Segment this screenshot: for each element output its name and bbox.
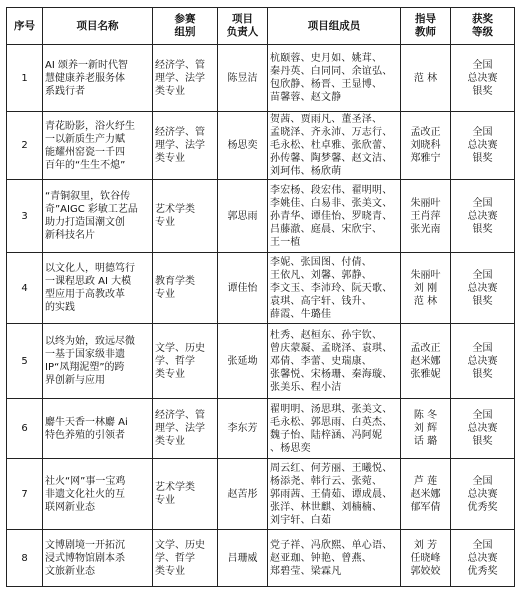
cell-members-line: 秦丹英、白同同、余谊弘、 [270, 66, 393, 77]
cell-project-name [43, 324, 153, 399]
cell-project-name [43, 45, 153, 112]
cell-members-line: 苗馨蓉、赵文静 [270, 92, 342, 103]
cell-advisor-line: 陈 冬 [413, 410, 438, 421]
cell-leader: 赵苦彤 [218, 459, 268, 530]
cell-project-name-line: 一以新质生产力赋 [45, 133, 125, 145]
cell-no: 5 [7, 324, 43, 399]
header-project-name [43, 8, 153, 45]
cell-group-line: 类专业 [155, 153, 185, 164]
cell-leader: 张延坳 [218, 324, 268, 399]
cell-award-line: 银奖 [472, 153, 493, 164]
header-award [451, 8, 515, 45]
cell-award-line: 总决赛 [467, 282, 498, 294]
cell-members-line: 周云红、何芳丽、王曦悦、 [270, 462, 393, 474]
cell-members-line: 刘宇轩、白茹 [270, 514, 332, 526]
cell-advisor-line: 张光南 [410, 223, 441, 235]
cell-project-name [43, 180, 153, 253]
cell-award [451, 45, 515, 112]
cell-group-line: 艺术学类 [155, 204, 195, 215]
cell-advisor-line: 郁军倩 [410, 501, 441, 513]
cell-advisor [401, 399, 451, 459]
header-no [7, 8, 43, 45]
cell-advisor-line: 朱丽叶 [410, 197, 441, 209]
cell-advisor-line: 郭姣姣 [410, 565, 441, 577]
cell-project-name-line: 特色养殖的引领者 [45, 429, 125, 441]
cell-advisor-line: 话 璐 [413, 436, 438, 447]
cell-award-line: 全国 [472, 342, 493, 354]
cell-leader: 杨思奕 [218, 112, 268, 180]
cell-award-line: 优秀奖 [467, 565, 498, 577]
table-row [7, 324, 515, 399]
cell-award-line: 全国 [472, 410, 493, 421]
cell-advisor [401, 530, 451, 587]
cell-members-line: 、杨思奕 [270, 442, 311, 454]
cell-members [268, 253, 401, 324]
cell-advisor-line: 刘 辉 [413, 423, 438, 434]
cell-members-line: 袁琪、高宇轩、钱升、 [270, 295, 372, 307]
cell-group-line: 类专业 [155, 368, 185, 380]
cell-group-line: 理学、法学 [155, 140, 205, 151]
cell-group-line: 专业 [155, 289, 175, 300]
cell-members-line: 杭颐蓉、史月如、姚茸、 [270, 53, 383, 64]
cell-award-line: 全国 [472, 539, 493, 551]
cell-group-line: 艺术学类 [155, 482, 195, 493]
cell-group-line: 经济学、管 [155, 59, 205, 71]
cell-no: 1 [7, 45, 43, 112]
cell-leader: 谭佳怡 [218, 253, 268, 324]
header-text: 序号 [14, 19, 35, 32]
cell-project-name-line: AI 颂养一新时代智 [45, 59, 128, 71]
cell-advisor-line: 孟改正 [410, 127, 441, 138]
cell-project-name [43, 112, 153, 180]
cell-project-name-line: 型应用于高教改革 [45, 289, 125, 300]
cell-project-name-line: 浸式博物馆剧本杀 [45, 552, 125, 564]
cell-no: 6 [7, 399, 43, 459]
cell-group [153, 112, 218, 180]
table-row [7, 399, 515, 459]
cell-members-line: 李宏杨、段宏伟、翟明明、 [270, 184, 393, 196]
cell-members-line: 李妮、张国图、付倩、 [270, 256, 372, 268]
cell-group-line: 类专业 [155, 85, 185, 97]
cell-advisor-line: 刘晓科 [410, 140, 441, 151]
cell-members-line: 张洋、林世麒、刘楠楠、 [270, 501, 383, 513]
cell-members-line: 刘珂伟、杨欣萌 [270, 166, 342, 177]
cell-advisor-line: 王肖萍 [410, 210, 441, 222]
header-members [268, 8, 401, 45]
cell-group-line: 类专业 [155, 436, 185, 447]
cell-members-line: 郑碧莹、梁霖凡 [270, 565, 342, 577]
cell-project-name-line: IP“凤翔泥塑”的跨 [45, 362, 125, 373]
cell-group-line: 教育学类 [155, 276, 195, 287]
table-row [7, 180, 515, 253]
cell-project-name-line: 慧健康养老服务体 [45, 72, 125, 84]
cell-advisor-line: 朱丽叶 [410, 269, 441, 281]
cell-award-line: 银奖 [472, 295, 493, 307]
cell-group-line: 类专业 [155, 565, 185, 577]
cell-award-line: 全国 [472, 197, 493, 209]
cell-project-name-line: 界创新与应用 [45, 375, 105, 386]
table-row [7, 253, 515, 324]
cell-project-name-line: 非遗文化社火的互 [45, 488, 125, 500]
cell-project-name-line: 能耀州窑瓷一千四 [45, 146, 125, 158]
cell-members-line: 翟明明、汤思琪、张美文、 [270, 403, 393, 415]
cell-project-name-line: 一课程思政 AI 大模 [45, 276, 132, 287]
cell-project-name-line: 助力打造国潮文创 [45, 217, 125, 228]
cell-group [153, 530, 218, 587]
cell-advisor [401, 180, 451, 253]
cell-award [451, 399, 515, 459]
cell-members [268, 112, 401, 180]
cell-members-line: 孟晓泽、齐永沛、万志行、 [270, 127, 393, 138]
cell-advisor-line: 范 林 [413, 72, 438, 84]
cell-members-line: 张馨悦、宋杨珊、秦海璇、 [270, 368, 393, 380]
cell-no: 3 [7, 180, 43, 253]
cell-project-name-line: 文博剧境一开拓沉 [45, 539, 125, 551]
cell-project-name-line: 的实践 [45, 302, 75, 313]
cell-advisor [401, 324, 451, 399]
cell-leader: 郭思雨 [218, 180, 268, 253]
header-text: 项目名称 [76, 19, 119, 32]
cell-project-name-line: “青铜叙里，钦谷传 [45, 191, 131, 202]
cell-award-line: 银奖 [472, 223, 493, 235]
cell-award-line: 总决赛 [467, 488, 498, 500]
cell-award-line: 总决赛 [467, 355, 498, 367]
cell-award-line: 总决赛 [467, 140, 498, 151]
header-text: 项目组成员 [307, 19, 361, 32]
cell-members-line: 杨添尧、韩行云、张菀、 [270, 475, 383, 487]
cell-members-line: 吕藤澈、庭晨、宋欣宇、 [270, 223, 383, 235]
cell-group-line: 理学、法学 [155, 423, 205, 434]
cell-members-line: 杜秀、赵桓东、孙宇钦、 [270, 329, 383, 341]
cell-project-name [43, 459, 153, 530]
cell-advisor-line: 刘 刚 [413, 282, 438, 294]
cell-project-name-line: 百年的“生生不熄” [45, 159, 126, 171]
cell-advisor [401, 253, 451, 324]
cell-advisor [401, 45, 451, 112]
cell-project-name-line: 奇”AIGC 彩敏工艺品 [45, 204, 138, 215]
header-leader [218, 8, 268, 45]
cell-no: 8 [7, 530, 43, 587]
cell-advisor-line: 任晓峰 [410, 552, 441, 564]
cell-members-line: 薛霞、牛璐佳 [270, 308, 332, 320]
table-row [7, 112, 515, 180]
cell-award-line: 银奖 [472, 436, 493, 447]
cell-award-line: 总决赛 [467, 72, 498, 84]
header-row [7, 8, 515, 45]
cell-group-line: 文学、历史 [155, 539, 205, 551]
header-text: 组别 [174, 26, 196, 38]
cell-project-name-line: 文旅新业态 [45, 565, 95, 577]
cell-project-name-line: 麝牛天香一林麝 Ai [45, 416, 128, 428]
cell-award [451, 112, 515, 180]
cell-members [268, 180, 401, 253]
cell-members-line: 曾庆蒙凝、孟晓泽、袁琪、 [270, 342, 393, 354]
cell-award [451, 180, 515, 253]
cell-project-name [43, 399, 153, 459]
cell-advisor-line: 赵米娜 [410, 488, 441, 500]
cell-award-line: 总决赛 [467, 552, 498, 564]
cell-group [153, 180, 218, 253]
cell-leader: 陈昱洁 [218, 45, 268, 112]
cell-project-name-line: 以文化人，明德笃行 [45, 263, 135, 274]
cell-members-line: 郭雨茜、王倩茹、谭成晨、 [270, 488, 393, 500]
header-text: 获奖 [472, 13, 493, 25]
cell-group [153, 253, 218, 324]
cell-award-line: 总决赛 [467, 210, 498, 222]
cell-advisor-line: 赵米娜 [410, 355, 441, 367]
cell-members-line: 赵亚珈、钟艳、曾燕、 [270, 552, 372, 564]
cell-group-line: 文学、历史 [155, 342, 205, 354]
cell-group [153, 45, 218, 112]
cell-members-line: 包欣静、杨晋、王显博、 [270, 79, 383, 90]
cell-members [268, 45, 401, 112]
table-row [7, 45, 515, 112]
cell-group-line: 专业 [155, 495, 175, 506]
cell-group-line: 经济学、管 [155, 410, 205, 421]
cell-advisor-line: 张雅妮 [410, 368, 441, 380]
cell-members-line: 李姚佳、白易非、张美文、 [270, 197, 393, 209]
cell-members [268, 324, 401, 399]
cell-group-line: 专业 [155, 217, 175, 228]
cell-advisor [401, 459, 451, 530]
cell-members-line: 魏子怡、陆梓涵、冯阿妮 [270, 429, 383, 441]
cell-project-name-line: 青花盼影，浴火纾生 [45, 120, 135, 132]
cell-advisor-line: 范 林 [413, 295, 438, 307]
cell-project-name-line: 社火“网”事一宝鸡 [45, 475, 126, 487]
cell-award-line: 优秀奖 [467, 501, 498, 513]
cell-award-line: 全国 [472, 269, 493, 281]
header-group [153, 8, 218, 45]
cell-award-line: 总决赛 [467, 423, 498, 434]
cell-no: 7 [7, 459, 43, 530]
header-text: 项目 [232, 13, 253, 25]
cell-members-line: 王一植 [270, 236, 301, 248]
cell-award-line: 银奖 [472, 368, 493, 380]
cell-project-name-line: 以终为始，致远尽微 [45, 336, 135, 347]
cell-group-line: 学、哲学 [155, 552, 195, 564]
cell-advisor-line: 孟改正 [410, 342, 441, 354]
cell-no: 2 [7, 112, 43, 180]
table-body [7, 45, 515, 587]
cell-project-name-line: 联网新业态 [45, 501, 95, 513]
cell-award-line: 全国 [472, 475, 493, 487]
cell-award [451, 459, 515, 530]
cell-no: 4 [7, 253, 43, 324]
cell-award-line: 全国 [472, 59, 493, 71]
cell-project-name [43, 530, 153, 587]
cell-project-name-line: 新科技名片 [45, 230, 95, 241]
cell-award-line: 银奖 [472, 85, 493, 97]
cell-award [451, 324, 515, 399]
cell-advisor-line: 芦 莲 [413, 475, 438, 487]
table-row [7, 459, 515, 530]
table-row [7, 530, 515, 587]
cell-project-name [43, 253, 153, 324]
cell-group-line: 理学、法学 [155, 72, 205, 84]
cell-project-name-line: 系践行者 [45, 85, 85, 97]
cell-members-line: 邓倩、李蕾、史瑞康、 [270, 355, 372, 367]
header-text: 指导 [415, 13, 436, 25]
cell-members-line: 党子祥、冯欣熙、单心语、 [270, 539, 393, 551]
cell-members-line: 毛永松、杜卓雅、张欣蕾、 [270, 140, 393, 151]
header-advisor [401, 8, 451, 45]
cell-group [153, 324, 218, 399]
cell-award-line: 全国 [472, 127, 493, 138]
cell-group [153, 399, 218, 459]
cell-members-line: 王依凡、刘馨、郭静、 [270, 269, 372, 281]
cell-members-line: 孙传馨、陶梦馨、赵文洁、 [270, 153, 393, 164]
cell-members-line: 张美乐、程小洁 [270, 381, 342, 393]
header-text: 参赛 [174, 13, 196, 25]
cell-advisor [401, 112, 451, 180]
cell-members [268, 459, 401, 530]
cell-members [268, 399, 401, 459]
cell-award [451, 530, 515, 587]
header-text: 负责人 [226, 26, 259, 38]
cell-group-line: 经济学、管 [155, 127, 205, 138]
cell-group [153, 459, 218, 530]
cell-leader: 吕珊威 [218, 530, 268, 587]
cell-advisor-line: 郑雅宁 [410, 153, 441, 164]
cell-leader: 李东芳 [218, 399, 268, 459]
cell-members-line: 李文玉、李沛玲、阮天歌、 [270, 282, 393, 294]
cell-advisor-line: 刘 芳 [413, 539, 438, 551]
cell-award [451, 253, 515, 324]
cell-members [268, 530, 401, 587]
header-text: 教师 [415, 26, 436, 38]
cell-members-line: 贺茜、贾雨凡、董圣泽、 [270, 114, 383, 125]
cell-project-name-line: 一基于国家级非遗 [45, 349, 125, 360]
cell-members-line: 孙青华、谭佳怡、罗晓青、 [270, 210, 393, 222]
award-table [6, 7, 515, 587]
cell-group-line: 学、哲学 [155, 355, 195, 367]
header-text: 等级 [472, 26, 493, 38]
cell-members-line: 毛永松、郭思雨、白英杰、 [270, 416, 393, 428]
